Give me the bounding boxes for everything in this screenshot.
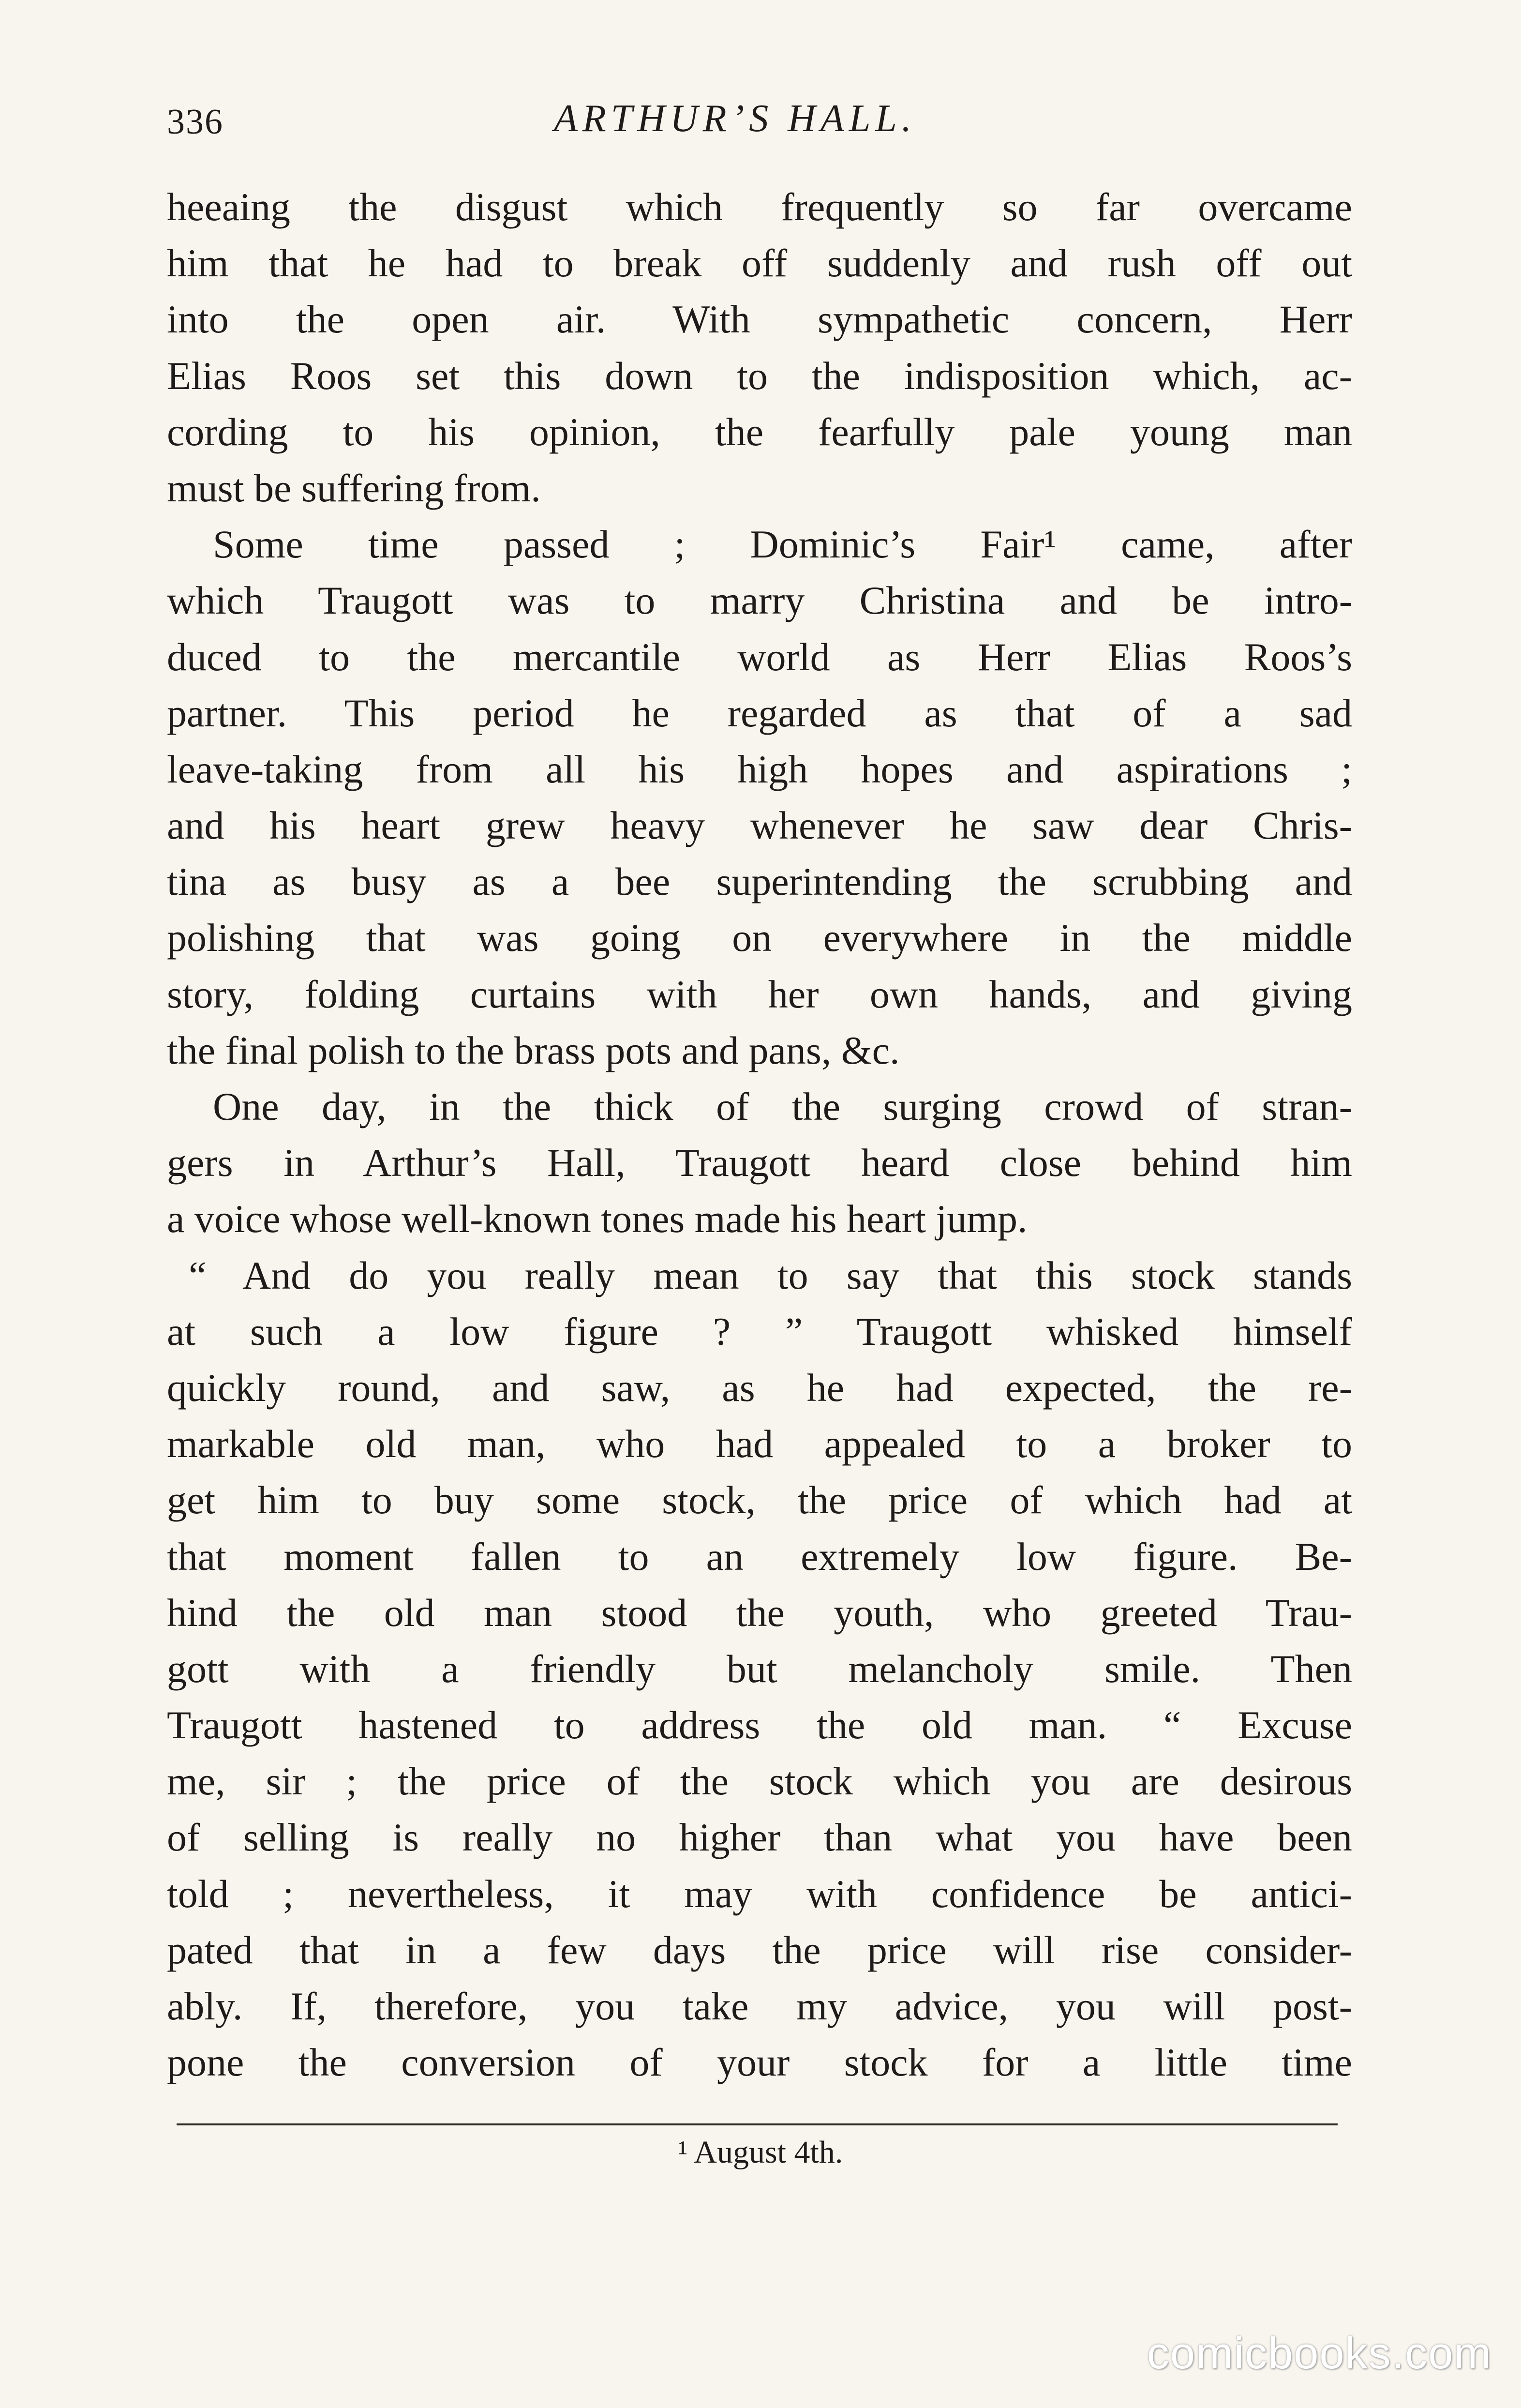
text-line: leave-taking from all his high hopes and aspirations ; (167, 747, 1352, 791)
text-line: gott with a friendly but melancholy smile. Then (167, 1646, 1352, 1691)
text-line: ably. If, therefore, you take my advice, you will post- (167, 1984, 1352, 2028)
text-line: that moment fallen to an extremely low figure. Be- (167, 1534, 1352, 1579)
text-line: which Traugott was to marry Christina and be intro- (167, 578, 1352, 623)
text-line: Traugott hastened to address the old man. “ Excuse (167, 1703, 1352, 1747)
text-line: duced to the mercantile world as Herr Elias Roos’s (167, 634, 1352, 679)
text-line: into the open air. With sympathetic concern, Herr (167, 297, 1352, 342)
text-line: gers in Arthur’s Hall, Traugott heard close behind him (167, 1141, 1352, 1185)
watermark-logo: comicbooks.com (1147, 2329, 1492, 2378)
text-line: quickly round, and saw, as he had expected, the re- (167, 1365, 1352, 1410)
text-line: a voice whose well-known tones made his heart jump. (167, 1197, 1028, 1241)
footnote-divider (177, 2123, 1338, 2125)
text-line: and his heart grew heavy whenever he saw dear Chris- (167, 803, 1352, 848)
text-line: heeaing the disgust which frequently so far overcame (167, 185, 1352, 229)
text-line: markable old man, who had appealed to a broker to (167, 1422, 1352, 1466)
text-line: story, folding curtains with her own hands, and giving (167, 972, 1352, 1016)
text-line: of selling is really no higher than what you have been (167, 1815, 1352, 1860)
text-line: at such a low figure ? ” Traugott whisked himself (167, 1309, 1352, 1354)
text-line: the final polish to the brass pots and pans, &c. (167, 1028, 900, 1072)
text-line: polishing that was going on everywhere in the middle (167, 916, 1352, 960)
body-text (167, 179, 1352, 2091)
text-line: pone the conversion of your stock for a little time (167, 2040, 1352, 2085)
text-line: must be suffering from. (167, 466, 541, 510)
text-line: tina as busy as a bee superintending the scrubbing and (167, 859, 1352, 904)
text-line: pated that in a few days the price will rise consider- (167, 1927, 1352, 1972)
footnote: ¹ August 4th. (678, 2135, 843, 2170)
text-line: get him to buy some stock, the price of which had at (167, 1478, 1352, 1522)
text-line: Elias Roos set this down to the indisposition which, ac- (167, 353, 1352, 398)
text-line: cording to his opinion, the fearfully pale young man (167, 409, 1352, 454)
text-line: partner. This period he regarded as that of a sad (167, 691, 1352, 735)
text-line-paragraph-start: “ And do you really mean to say that this stock stands (189, 1253, 1352, 1297)
page-number: 336 (167, 102, 224, 142)
text-line: hind the old man stood the youth, who greeted Trau- (167, 1590, 1352, 1635)
text-line-paragraph-start: One day, in the thick of the surging crowd of stran- (213, 1084, 1352, 1129)
text-line-paragraph-start: Some time passed ; Dominic’s Fair¹ came, after (213, 522, 1352, 567)
text-line: me, sir ; the price of the stock which you are desirous (167, 1759, 1352, 1804)
running-title: ARTHUR’S HALL. (554, 97, 916, 140)
text-line: told ; nevertheless, it may with confidence be antici- (167, 1871, 1352, 1916)
text-line: him that he had to break off suddenly and rush off out (167, 241, 1352, 286)
running-head (167, 82, 1352, 155)
